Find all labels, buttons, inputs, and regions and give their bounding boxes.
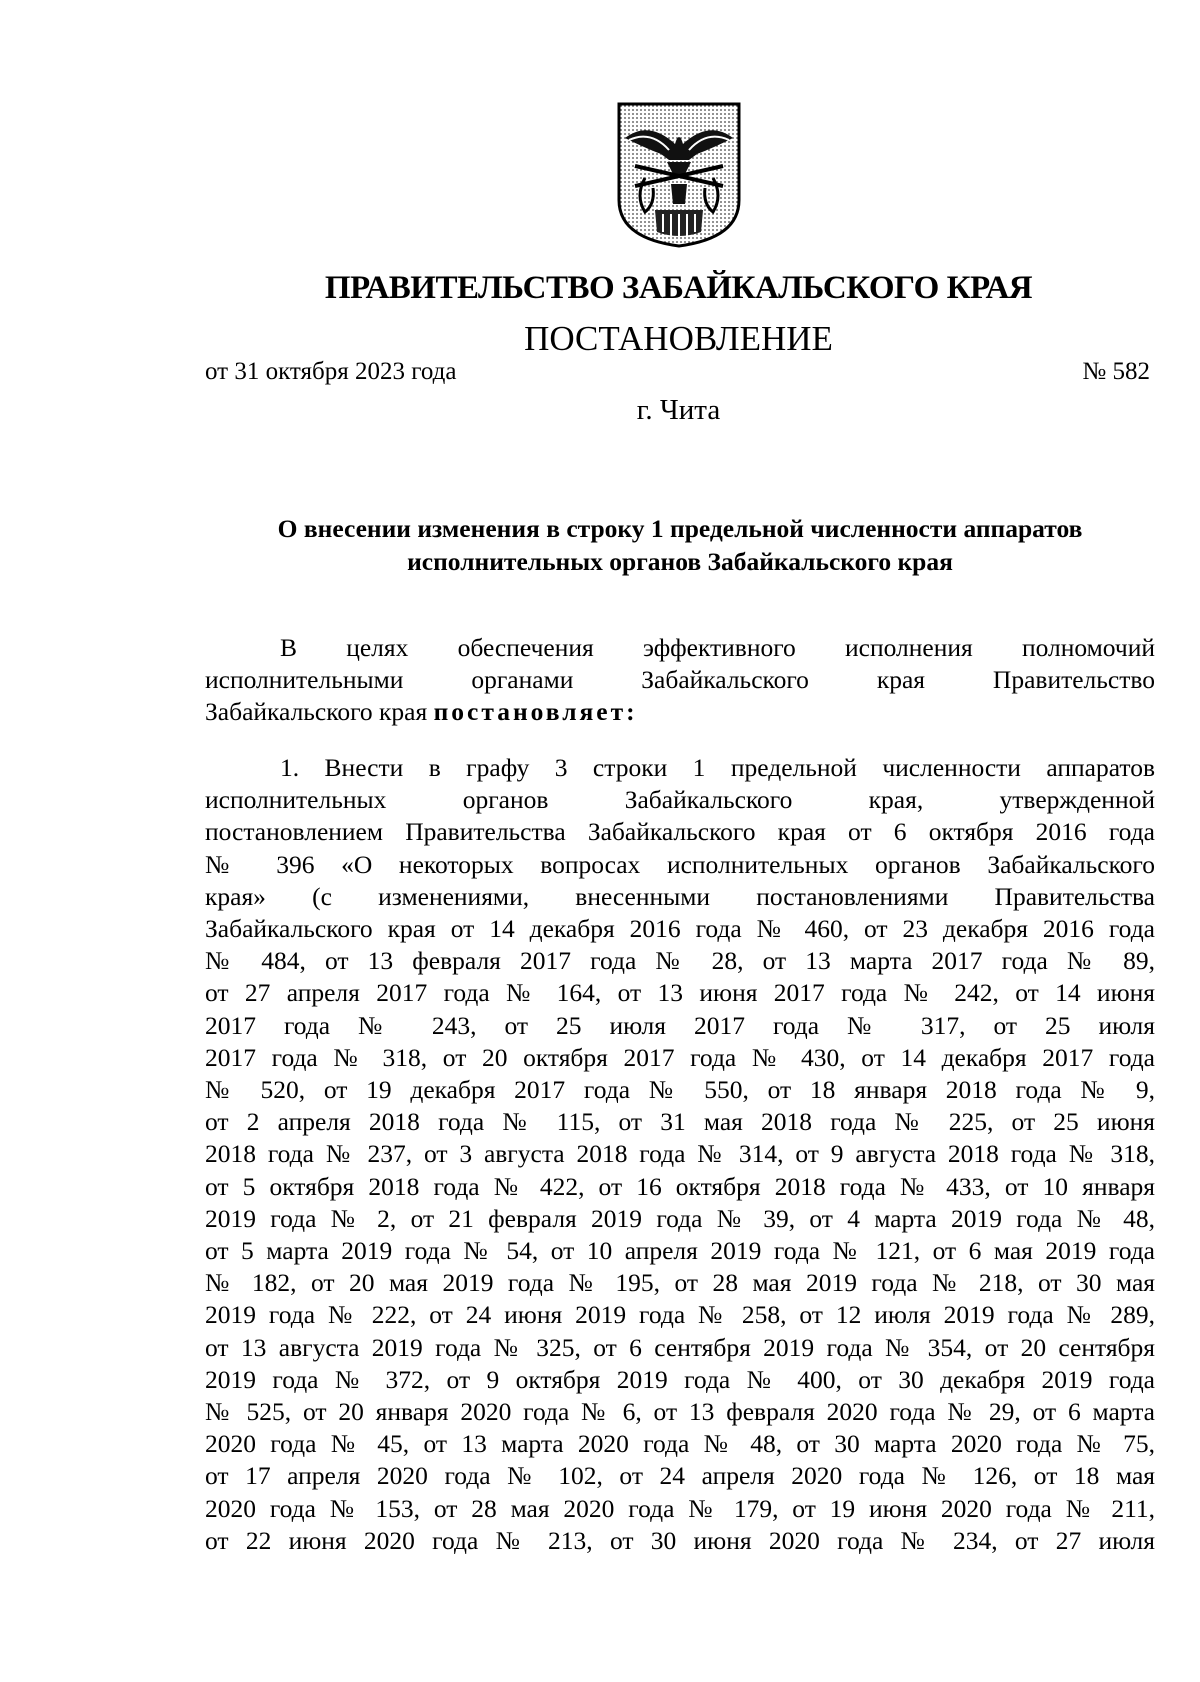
clause-1-line: от 5 октября 2018 года № 422, от 16 октября 2018 года № 433, от 10 января bbox=[205, 1171, 1155, 1201]
clause-1-line: от 17 апреля 2020 года № 102, от 24 апреля 2020 года № 126, от 18 мая bbox=[205, 1461, 1155, 1491]
clause-1-line: от 13 августа 2019 года № 325, от 6 сентября 2019 года № 354, от 20 сентября bbox=[205, 1332, 1155, 1362]
clause-1-line: 2019 года № 372, от 9 октября 2019 года № 400, от 30 декабря 2019 года bbox=[205, 1364, 1155, 1394]
clause-1-line: 2017 года № 318, от 20 октября 2017 года № 430, от 14 декабря 2017 года bbox=[205, 1042, 1155, 1072]
clause-1-line: 2019 года № 222, от 24 июня 2019 года № 258, от 12 июля 2019 года № 289, bbox=[205, 1300, 1155, 1330]
preamble-paragraph bbox=[205, 632, 1155, 729]
clause-1-line: от 27 апреля 2017 года № 164, от 13 июня 2017 года № 242, от 14 июня bbox=[205, 978, 1155, 1008]
clause-1-line: 1. Внести в графу 3 строки 1 предельной численности аппаратов bbox=[280, 753, 1155, 782]
clause-1-line: № 182, от 20 мая 2019 года № 195, от 28 мая 2019 года № 218, от 30 мая bbox=[205, 1268, 1155, 1298]
document-number: № 582 bbox=[1082, 358, 1150, 385]
clause-1-line: № 484, от 13 февраля 2017 года № 28, от 13 марта 2017 года № 89, bbox=[205, 946, 1155, 976]
clause-1-line: 2020 года № 153, от 28 мая 2020 года № 179, от 19 июня 2020 года № 211, bbox=[205, 1493, 1155, 1523]
clause-1-line: от 2 апреля 2018 года № 115, от 31 мая 2018 года № 225, от 25 июня bbox=[205, 1107, 1155, 1137]
clause-1-line: 2018 года № 237, от 3 августа 2018 года № 314, от 9 августа 2018 года № 318, bbox=[205, 1139, 1155, 1169]
clause-1-line: 2017 года № 243, от 25 июля 2017 года № 317, от 25 июля bbox=[205, 1010, 1155, 1040]
preamble-line: Забайкальского края постановляет: bbox=[205, 697, 638, 727]
document-title bbox=[205, 512, 1155, 578]
clause-1-line: 2020 года № 45, от 13 марта 2020 года № 48, от 30 марта 2020 года № 75, bbox=[205, 1429, 1155, 1459]
document-title-line: О внесении изменения в строку 1 предельной численности аппаратов bbox=[277, 514, 1083, 543]
clause-1-line: № 525, от 20 января 2020 года № 6, от 13 февраля 2020 года № 29, от 6 марта bbox=[205, 1397, 1155, 1427]
document-title-line: исполнительных органов Забайкальского края bbox=[407, 547, 953, 576]
clause-1-paragraph bbox=[205, 752, 1155, 1557]
clause-1-line: от 22 июня 2020 года № 213, от 30 июня 2020 года № 234, от 27 июля bbox=[205, 1525, 1155, 1555]
clause-1-line: постановлением Правительства Забайкальского края от 6 октября 2016 года bbox=[205, 817, 1155, 847]
clause-1-line: от 5 марта 2019 года № 54, от 10 апреля 2019 года № 121, от 6 мая 2019 года bbox=[205, 1236, 1155, 1266]
decree-keyword: постановляет: bbox=[433, 697, 638, 727]
clause-1-line: № 520, от 19 декабря 2017 года № 550, от 18 января 2018 года № 9, bbox=[205, 1075, 1155, 1105]
clause-1-line: № 396 «О некоторых вопросах исполнительных органов Забайкальского bbox=[205, 849, 1155, 879]
preamble-line: исполнительными органами Забайкальского края Правительство bbox=[205, 665, 1155, 695]
coat-of-arms-icon bbox=[615, 100, 743, 250]
document-date: от 31 октября 2023 года bbox=[205, 358, 457, 385]
document-city: г. Чита bbox=[636, 394, 721, 426]
preamble-line: В целях обеспечения эффективного исполнения полномочий bbox=[280, 633, 1155, 662]
clause-1-line: края» (с изменениями, внесенными постановлениями Правительства bbox=[205, 881, 1155, 911]
document-type: ПОСТАНОВЛЕНИЕ bbox=[524, 319, 833, 358]
clause-1-line: исполнительных органов Забайкальского края, утвержденной bbox=[205, 785, 1155, 815]
clause-1-line: 2019 года № 2, от 21 февраля 2019 года № 39, от 4 марта 2019 года № 48, bbox=[205, 1203, 1155, 1233]
clause-1-line: Забайкальского края от 14 декабря 2016 года № 460, от 23 декабря 2016 года bbox=[205, 914, 1155, 944]
organization-name: ПРАВИТЕЛЬСТВО ЗАБАЙКАЛЬСКОГО КРАЯ bbox=[324, 270, 1033, 306]
